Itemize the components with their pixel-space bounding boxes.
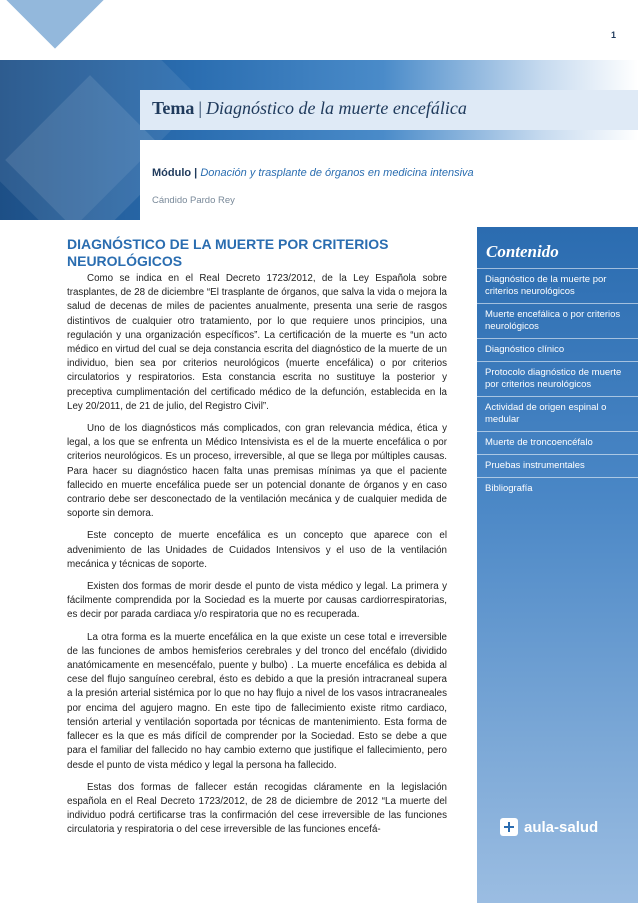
toc-item-diagnostico-criterios[interactable]: Diagnóstico de la muerte por criterios neurológicos <box>477 268 638 303</box>
title-separator: | <box>198 98 202 118</box>
toc-item-protocolo-diagnostico[interactable]: Protocolo diagnóstico de muerte por criterios neurológicos <box>477 361 638 396</box>
paragraph: Uno de los diagnósticos más complicados, con gran relevancia médica, ética y legal, a los que se enfrenta un Médico Intensivista es el de la muerte encefálica o por criterios neurológicos. Es un proceso, irreversible, al que se llega por múltiples causas. Para hacer su diagnóstico hacen falta unas premisas mínimas ya que el paciente fallecido en muerte encefálica puede ser un potencial donante de órganos y en caso contrario debe ser desconectado de la ventilación mecánica y de cualquier medida de soporte sin demora. <box>67 423 447 520</box>
paragraph: Este concepto de muerte encefálica es un concepto que aparece con el advenimiento de las Unidades de Cuidados Intensivos y el uso de la ventilación mecánica y técnicas de soporte. <box>67 530 447 570</box>
tema-label: Tema <box>152 98 195 118</box>
main-content <box>67 236 447 846</box>
section-heading: DIAGNÓSTICO DE LA MUERTE POR CRITERIOS NEUROLÓGICOS <box>67 236 389 269</box>
paragraph: La otra forma es la muerte encefálica en la que existe un cese total e irreversible de las funciones de ambos hemisferios cerebrales y del tronco del encéfalo (dividido anatómicamente en mesencéfalo, puente y bulbo) . La muerte encefálica es debida al cese del flujo sanguíneo cerebral, ésto es debido a que la presión intracraneal supera a la presión arterial sistémica por lo que no hay flujo a nivel de los vasos intracraneales por encima del agujero magno. En este tipo de fallecimiento existe ritmo cardiaco, tensión arterial y ventilación soportada por técnicas de mantenimiento. Esta forma de fallecer es la que es más difícil de comprender por la Sociedad. Esto se debe a que para el familiar del fallecido no hay cambio externo que justifique el fallecimiento, pero desde el punto de vista médico y legal la persona ha fallecido. <box>67 631 447 771</box>
paragraph: Existen dos formas de morir desde el punto de vista médico y legal. La primera y fácilmente comprendida por la Sociedad es la muerte por causas cardiorrespiratorias, es decir por parada cardiaca y/o respiratoria que no es recuperada. <box>67 581 447 621</box>
plus-cross-icon <box>500 818 518 836</box>
toc-item-muerte-encefalica[interactable]: Muerte encefálica o por criterios neurológicos <box>477 303 638 338</box>
toc-item-bibliografia[interactable]: Bibliografía <box>477 477 638 500</box>
aula-salud-logo <box>500 818 598 836</box>
sidebar-title: Contenido <box>486 242 559 261</box>
paragraph: Como se indica en el Real Decreto 1723/2012, de la Ley Española sobre trasplantes, de 28 de diciembre “El trasplante de órganos, que salva la vida o mejora la salud de decenas de miles de pacientes anualmente, presenta una serie de rasgos distintivos de cualquier otro tratamiento, por lo que requiere unos principios, una regulación y una organización específicos”. La certificación de la muerte es “un acto médico en virtud del cual se deja constancia escrita del diagnóstico de la muerte de un individuo, bien sea por criterios neurológicos (muerte encefálica) o por criterios circulatorios y respiratorios. Esta constancia escrita no sustituye la posterior y preceptiva cumplimentación del certificado médico de la defunción, establecida en la Ley 20/2011, de 21 de julio, del Registro Civil”. <box>67 273 447 412</box>
toc-item-muerte-troncoencefalo[interactable]: Muerte de troncoencéfalo <box>477 431 638 454</box>
logo-text: aula-salud <box>524 818 599 836</box>
modulo-title: Donación y trasplante de órganos en medicina intensiva <box>200 167 474 179</box>
table-of-contents <box>477 268 638 500</box>
modulo-label: Módulo <box>152 167 192 179</box>
subheader-area <box>140 140 638 220</box>
page-title <box>152 98 467 119</box>
tema-title-text: Diagnóstico de la muerte encefálica <box>205 98 467 118</box>
toc-item-actividad-espinal[interactable]: Actividad de origen espinal o medular <box>477 396 638 431</box>
toc-item-diagnostico-clinico[interactable]: Diagnóstico clínico <box>477 338 638 361</box>
author-name: Cándido Pardo Rey <box>152 195 235 206</box>
paragraph: Estas dos formas de fallecer están recogidas cláramente en la legislación española en el Real Decreto 1723/2012, de 28 de diciembre de 2012 “La muerte del individuo podrá certificarse tras la confirmación del cese irreversible de las funciones circulatoria y respiratoria o del cese irreversible de las funciones encefá- <box>67 781 447 836</box>
toc-item-pruebas-instrumentales[interactable]: Pruebas instrumentales <box>477 454 638 477</box>
page-number: 1 <box>610 30 616 40</box>
modulo-separator: | <box>194 167 198 179</box>
module-line <box>152 167 474 179</box>
